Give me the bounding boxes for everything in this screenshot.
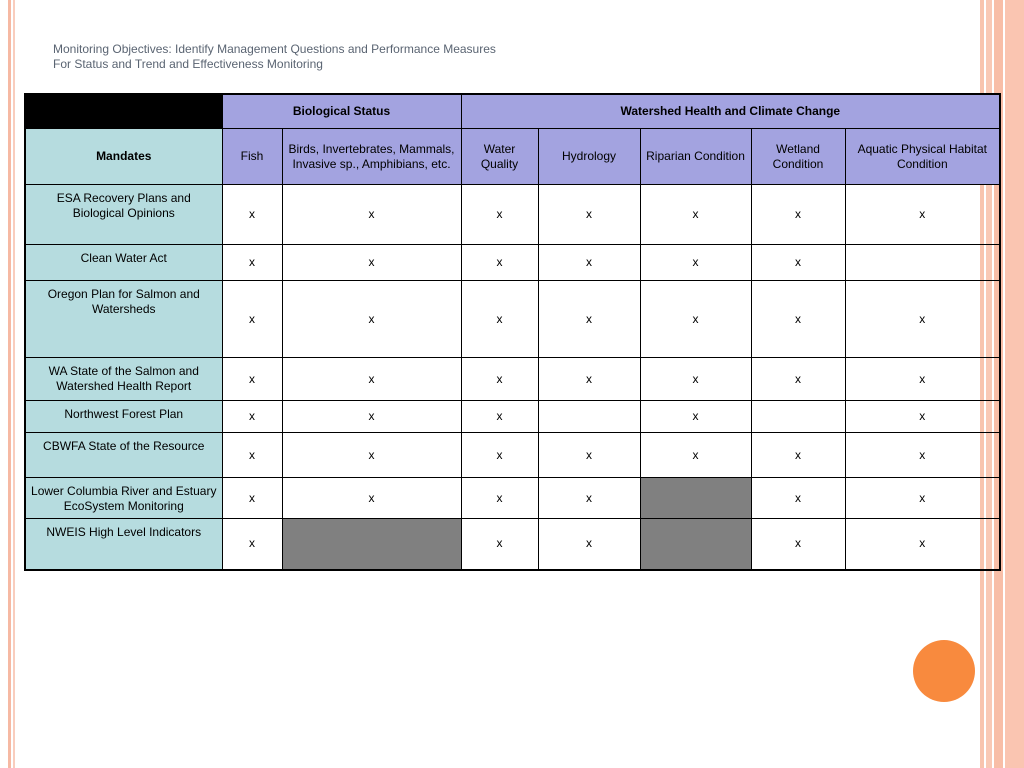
table-cell: x [282,185,461,245]
table-cell: x [538,478,640,519]
table-cell: x [222,433,282,478]
table-cell: x [538,185,640,245]
table-cell: x [845,281,1000,358]
group-header-watershed: Watershed Health and Climate Change [461,94,1000,129]
shaded-cell [640,478,751,519]
table-cell: x [751,519,845,570]
table-cell: x [222,401,282,433]
column-header-riparian: Riparian Condition [640,129,751,185]
table-cell: x [845,478,1000,519]
mandate-cell: ESA Recovery Plans and Biological Opinions [25,185,222,245]
orange-circle-decoration [913,640,975,702]
table-cell: x [461,185,538,245]
group-header-row [25,94,1000,129]
column-header-fish: Fish [222,129,282,185]
table-cell: x [640,358,751,401]
right-stripe-4 [1005,0,1024,768]
table-cell: x [845,185,1000,245]
table-cell: x [461,478,538,519]
table-cell: x [538,245,640,281]
table-row [25,185,1000,245]
mandate-cell: Clean Water Act [25,245,222,281]
table-cell: x [222,281,282,358]
shaded-cell [282,519,461,570]
table-cell: x [751,358,845,401]
table-cell: x [282,245,461,281]
table-cell: x [282,401,461,433]
table-cell: x [845,401,1000,433]
table-cell [538,401,640,433]
left-stripe-inner [13,0,15,768]
mandate-cell: CBWFA State of the Resource [25,433,222,478]
mandate-cell: WA State of the Salmon and Watershed Health Report [25,358,222,401]
mandates-table [24,93,1001,571]
table-row [25,358,1000,401]
slide-title [53,42,496,72]
group-header-biological: Biological Status [222,94,461,129]
table-row [25,245,1000,281]
shaded-cell [640,519,751,570]
mandate-cell: Lower Columbia River and Estuary EcoSystem Monitoring [25,478,222,519]
table-row [25,519,1000,570]
column-header-row [25,129,1000,185]
table-cell: x [538,281,640,358]
table-cell: x [222,245,282,281]
table-cell: x [751,185,845,245]
column-header-aquatic-habitat: Aquatic Physical Habitat Condition [845,129,1000,185]
table-cell: x [640,401,751,433]
table-cell: x [845,358,1000,401]
table-cell: x [222,358,282,401]
mandates-header: Mandates [25,129,222,185]
table-cell: x [640,433,751,478]
mandate-cell: Northwest Forest Plan [25,401,222,433]
table-cell: x [640,185,751,245]
table-row [25,478,1000,519]
table-cell: x [461,401,538,433]
slide-title-line-2: For Status and Trend and Effectiveness Monitoring [53,57,323,71]
table-cell: x [751,478,845,519]
table-cell: x [538,358,640,401]
table-cell: x [538,519,640,570]
table-row [25,401,1000,433]
table-cell: x [461,519,538,570]
table-cell: x [640,245,751,281]
column-header-water-quality: Water Quality [461,129,538,185]
table-cell: x [751,281,845,358]
table-cell: x [282,281,461,358]
table-cell: x [222,519,282,570]
table-row [25,281,1000,358]
table-cell: x [282,358,461,401]
table-cell [751,401,845,433]
corner-cell [25,94,222,129]
table-cell [845,245,1000,281]
table-cell: x [282,478,461,519]
table-cell: x [222,478,282,519]
column-header-birds: Birds, Invertebrates, Mammals, Invasive sp., Amphibians, etc. [282,129,461,185]
table-cell: x [461,358,538,401]
column-header-wetland: Wetland Condition [751,129,845,185]
table-cell: x [751,433,845,478]
mandate-cell: NWEIS High Level Indicators [25,519,222,570]
slide-title-line-1: Monitoring Objectives: Identify Management Questions and Performance Measures [53,42,496,56]
table-cell: x [640,281,751,358]
mandate-cell: Oregon Plan for Salmon and Watersheds [25,281,222,358]
table-cell: x [845,519,1000,570]
table-cell: x [222,185,282,245]
table-cell: x [845,433,1000,478]
table-cell: x [461,281,538,358]
left-stripe-outer [8,0,11,768]
table-cell: x [538,433,640,478]
table-cell: x [461,245,538,281]
table-row [25,433,1000,478]
table-cell: x [461,433,538,478]
column-header-hydrology: Hydrology [538,129,640,185]
table-cell: x [751,245,845,281]
table-cell: x [282,433,461,478]
